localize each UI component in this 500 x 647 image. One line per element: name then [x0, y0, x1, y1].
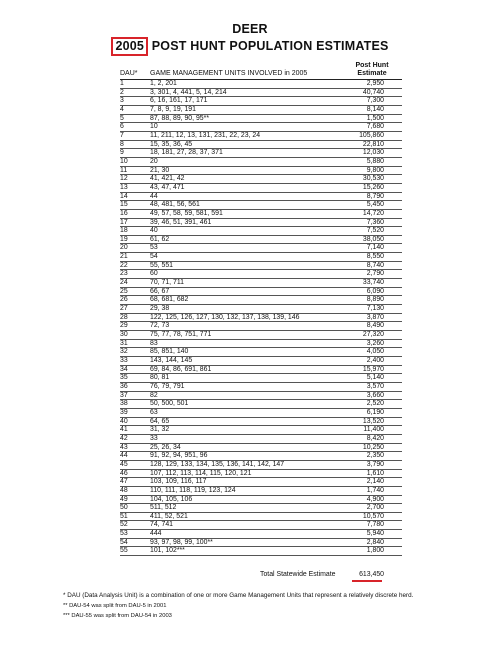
page-title: DEER [232, 22, 268, 36]
dau-cell: 38 [120, 400, 128, 408]
table-row [120, 219, 402, 228]
table-row [120, 262, 402, 271]
gmu-cell: 444 [150, 530, 162, 538]
dau-cell: 14 [120, 192, 128, 200]
gmu-cell: 80, 81 [150, 374, 170, 382]
gmu-cell: 7, 8, 9, 19, 191 [150, 105, 196, 113]
estimate-cell: 30,530 [362, 175, 384, 183]
gmu-cell: 54 [150, 253, 158, 261]
dau-cell: 29 [120, 322, 128, 330]
estimate-cell: 1,500 [366, 114, 384, 122]
gmu-cell: 76, 79, 791 [150, 382, 185, 390]
estimate-cell: 2,520 [366, 400, 384, 408]
table-row [120, 452, 402, 461]
table-row [120, 478, 402, 487]
table-row [120, 97, 402, 106]
table-row [120, 521, 402, 530]
estimate-cell: 1,800 [366, 547, 384, 555]
gmu-cell: 20 [150, 157, 158, 165]
dau-cell: 52 [120, 521, 128, 529]
estimate-cell: 4,050 [366, 348, 384, 356]
table-row [120, 409, 402, 418]
gmu-cell: 21, 30 [150, 166, 170, 174]
gmu-cell: 110, 111, 118, 119, 123, 124 [150, 486, 236, 494]
dau-cell: 17 [120, 218, 128, 226]
dau-cell: 20 [120, 244, 128, 252]
dau-cell: 23 [120, 270, 128, 278]
estimate-cell: 9,800 [366, 166, 384, 174]
dau-cell: 42 [120, 434, 128, 442]
gmu-cell: 103, 109, 116, 117 [150, 478, 207, 486]
footnotes [63, 591, 413, 621]
estimate-cell: 2,840 [366, 538, 384, 546]
dau-cell: 19 [120, 235, 128, 243]
gmu-cell: 6, 16, 161, 17, 171 [150, 97, 208, 105]
gmu-cell: 143, 144, 145 [150, 357, 193, 364]
dau-cell: 12 [120, 175, 128, 183]
estimate-header-line1: Post Hunt [355, 62, 389, 69]
gmu-cell: 87, 88, 89, 90, 95** [150, 114, 210, 122]
table-row [120, 184, 402, 193]
estimate-cell: 8,490 [366, 322, 384, 330]
gmu-cell: 122, 125, 126, 127, 130, 132, 137, 138, 139, 146 [150, 313, 300, 321]
gmu-cell: 11, 211, 12, 13, 131, 231, 22, 23, 24 [150, 131, 261, 139]
dau-cell: 2 [120, 88, 124, 96]
table-row [120, 305, 402, 314]
estimate-cell: 6,090 [366, 287, 384, 295]
dau-cell: 21 [120, 253, 128, 261]
gmu-cell: 55, 551 [150, 261, 173, 269]
estimate-cell: 7,300 [366, 97, 384, 105]
table-row [120, 383, 402, 392]
estimate-cell: 8,790 [366, 192, 384, 200]
gmu-cell: 82 [150, 391, 158, 399]
estimate-cell: 15,970 [362, 365, 384, 373]
dau-cell: 36 [120, 382, 128, 390]
table-row [120, 106, 402, 115]
table-row [120, 322, 402, 331]
subtitle-text: POST HUNT POPULATION ESTIMATES [148, 39, 389, 53]
estimate-cell: 7,140 [366, 244, 384, 252]
table-row [120, 270, 402, 279]
table-row [120, 253, 402, 262]
estimate-cell: 3,790 [366, 460, 384, 468]
estimate-cell: 2,950 [366, 80, 384, 87]
estimate-cell: 12,030 [362, 149, 384, 157]
dau-cell: 10 [120, 157, 128, 165]
gmu-cell: 74, 741 [150, 521, 173, 529]
dau-cell: 39 [120, 408, 128, 416]
total-label: Total Statewide Estimate [260, 571, 336, 578]
estimate-cell: 15,260 [362, 183, 384, 191]
dau-cell: 27 [120, 305, 128, 313]
footnote-3: *** DAU-55 was split from DAU-54 in 2003 [63, 613, 172, 619]
gmu-cell: 43, 47, 471 [150, 183, 185, 191]
dau-cell: 37 [120, 391, 128, 399]
table-row [120, 227, 402, 236]
gmu-cell: 83 [150, 339, 158, 347]
table-row [120, 539, 402, 548]
gmu-cell: 18, 181, 27, 28, 37, 371 [150, 149, 223, 157]
table-row [120, 123, 402, 132]
dau-cell: 5 [120, 114, 124, 122]
table-row [120, 158, 402, 167]
gmu-cell: 64, 65 [150, 417, 170, 425]
total-value: 613,450 [359, 571, 384, 578]
estimate-cell: 2,790 [366, 270, 384, 278]
dau-cell: 48 [120, 486, 128, 494]
estimate-cell: 8,140 [366, 105, 384, 113]
dau-cell: 35 [120, 374, 128, 382]
gmu-cell: 31, 32 [150, 426, 170, 434]
table-row [120, 236, 402, 245]
table-row [120, 444, 402, 453]
table-row [120, 400, 402, 409]
estimate-cell: 2,400 [366, 357, 384, 364]
dau-cell: 44 [120, 452, 128, 460]
estimate-cell: 5,140 [366, 374, 384, 382]
estimate-cell: 2,700 [366, 504, 384, 512]
table-row [120, 314, 402, 323]
table-row [120, 392, 402, 401]
dau-cell: 46 [120, 469, 128, 477]
total-row [120, 570, 402, 579]
dau-cell: 34 [120, 365, 128, 373]
table-row [120, 340, 402, 349]
dau-cell: 22 [120, 261, 128, 269]
page-subtitle [0, 39, 500, 53]
table-row [120, 530, 402, 539]
footnote-2: ** DAU-54 was split from DAU-5 in 2001 [63, 603, 167, 609]
dau-cell: 26 [120, 296, 128, 304]
table-row [120, 496, 402, 505]
estimate-cell: 4,900 [366, 495, 384, 503]
dau-cell: 28 [120, 313, 128, 321]
dau-cell: 13 [120, 183, 128, 191]
dau-cell: 41 [120, 426, 128, 434]
estimate-cell: 7,780 [366, 521, 384, 529]
gmu-cell: 3, 301, 4, 441, 5, 14, 214 [150, 88, 227, 96]
gmu-cell: 29, 38 [150, 305, 170, 313]
estimate-cell: 1,610 [366, 469, 384, 477]
highlighted-year: 2005 [111, 37, 148, 56]
table-row [120, 167, 402, 176]
gmu-cell: 63 [150, 408, 158, 416]
estimate-cell: 10,570 [362, 512, 384, 520]
gmu-cell: 66, 67 [150, 287, 170, 295]
dau-cell: 30 [120, 331, 128, 339]
table-row [120, 461, 402, 470]
gmu-cell: 69, 84, 86, 691, 861 [150, 365, 212, 373]
dau-cell: 3 [120, 97, 124, 105]
estimate-cell: 7,360 [366, 218, 384, 226]
table-row [120, 279, 402, 288]
dau-cell: 15 [120, 201, 128, 209]
estimate-cell: 105,860 [359, 131, 384, 139]
estimate-cell: 11,400 [363, 426, 384, 434]
estimate-cell: 38,050 [362, 235, 384, 243]
estimate-cell: 6,190 [366, 408, 384, 416]
gmu-header: GAME MANAGEMENT UNITS INVOLVED in 2005 [150, 70, 308, 77]
gmu-cell: 104, 105, 106 [150, 495, 193, 503]
estimate-cell: 8,420 [366, 434, 384, 442]
dau-cell: 7 [120, 131, 124, 139]
dau-cell: 16 [120, 209, 128, 217]
gmu-cell: 60 [150, 270, 158, 278]
estimate-cell: 33,740 [362, 279, 384, 287]
estimate-cell: 22,810 [362, 140, 384, 148]
footnote-1: * DAU (Data Analysis Unit) is a combination of one or more Game Management Units that represent a relatively discrete herd. [63, 592, 414, 599]
estimate-cell: 13,520 [362, 417, 384, 425]
table-row [120, 487, 402, 496]
table-row [120, 175, 402, 184]
gmu-cell: 49, 57, 58, 59, 581, 591 [150, 209, 223, 217]
dau-cell: 18 [120, 227, 128, 235]
dau-cell: 47 [120, 478, 128, 486]
dau-cell: 24 [120, 279, 128, 287]
gmu-cell: 93, 97, 98, 99, 100** [150, 538, 213, 546]
dau-header: DAU* [120, 70, 138, 77]
gmu-cell: 128, 129, 133, 134, 135, 136, 141, 142, 147 [150, 460, 285, 468]
dau-cell: 43 [120, 443, 128, 451]
estimate-cell: 27,320 [362, 331, 384, 339]
gmu-cell: 33 [150, 434, 158, 442]
table-row [120, 296, 402, 305]
table-row [120, 149, 402, 158]
table-row [120, 357, 402, 366]
estimate-cell: 3,260 [366, 339, 384, 347]
dau-cell: 4 [120, 105, 124, 113]
gmu-cell: 411, 52, 521 [150, 512, 188, 520]
table-row [120, 418, 402, 427]
estimate-cell: 8,740 [366, 261, 384, 269]
dau-cell: 31 [120, 339, 128, 347]
gmu-cell: 25, 26, 34 [150, 443, 181, 451]
estimate-cell: 3,570 [366, 382, 384, 390]
dau-cell: 9 [120, 149, 124, 157]
table-row [120, 426, 402, 435]
table-row [120, 89, 402, 98]
dau-cell: 33 [120, 357, 128, 364]
gmu-cell: 101, 102*** [150, 547, 185, 555]
estimate-cell: 7,520 [366, 227, 384, 235]
table-row [120, 470, 402, 479]
dau-cell: 49 [120, 495, 128, 503]
table-row [120, 374, 402, 383]
table-row [120, 210, 402, 219]
gmu-cell: 44 [150, 192, 158, 200]
estimate-cell: 1,740 [366, 486, 384, 494]
estimate-cell: 3,870 [366, 313, 384, 321]
gmu-cell: 68, 681, 682 [150, 296, 189, 304]
estimate-header-line2: Estimate [357, 70, 387, 77]
dau-cell: 53 [120, 530, 128, 538]
estimate-cell: 7,130 [366, 305, 384, 313]
table-row [120, 504, 402, 513]
dau-cell: 40 [120, 417, 128, 425]
gmu-cell: 48, 481, 56, 561 [150, 201, 200, 209]
estimate-cell: 7,680 [366, 123, 384, 131]
table-row [120, 132, 402, 141]
dau-cell: 54 [120, 538, 128, 546]
table-row [120, 513, 402, 522]
dau-cell: 32 [120, 348, 128, 356]
gmu-cell: 75, 77, 78, 751, 771 [150, 331, 212, 339]
gmu-cell: 40 [150, 227, 158, 235]
gmu-cell: 511, 512 [150, 504, 177, 512]
table-row [120, 288, 402, 297]
table-row [120, 80, 402, 89]
estimate-cell: 3,660 [366, 391, 384, 399]
dau-cell: 51 [120, 512, 128, 520]
estimate-cell: 5,940 [366, 530, 384, 538]
estimate-cell: 5,880 [366, 157, 384, 165]
table-row [120, 141, 402, 150]
table-row [120, 366, 402, 375]
dau-cell: 25 [120, 287, 128, 295]
estimate-cell: 14,720 [362, 209, 384, 217]
table-row [120, 435, 402, 444]
estimate-cell: 8,550 [366, 253, 384, 261]
dau-cell: 1 [120, 80, 124, 87]
dau-cell: 11 [120, 166, 128, 174]
dau-cell: 55 [120, 547, 128, 555]
gmu-cell: 85, 851, 140 [150, 348, 189, 356]
dau-cell: 6 [120, 123, 124, 131]
dau-cell: 50 [120, 504, 128, 512]
estimate-cell: 2,350 [366, 452, 384, 460]
estimate-cell: 10,250 [362, 443, 384, 451]
dau-cell: 8 [120, 140, 124, 148]
estimate-cell: 2,140 [366, 478, 384, 486]
gmu-cell: 15, 35, 36, 45 [150, 140, 193, 148]
gmu-cell: 61, 62 [150, 235, 170, 243]
gmu-cell: 91, 92, 94, 951, 96 [150, 452, 208, 460]
estimates-table [120, 80, 402, 556]
total-underline [352, 580, 382, 582]
gmu-cell: 39, 46, 51, 391, 461 [150, 218, 212, 226]
estimate-cell: 8,890 [366, 296, 384, 304]
table-row [120, 547, 402, 556]
table-row [120, 331, 402, 340]
gmu-cell: 50, 500, 501 [150, 400, 189, 408]
table-row [120, 244, 402, 253]
table-row [120, 115, 402, 124]
dau-cell: 45 [120, 460, 128, 468]
gmu-cell: 10 [150, 123, 158, 131]
estimate-cell: 40,740 [362, 88, 384, 96]
gmu-cell: 72, 73 [150, 322, 170, 330]
table-row [120, 193, 402, 202]
table-row [120, 348, 402, 357]
gmu-cell: 41, 421, 42 [150, 175, 185, 183]
estimate-cell: 5,450 [366, 201, 384, 209]
gmu-cell: 1, 2, 201 [150, 80, 177, 87]
table-row [120, 201, 402, 210]
gmu-cell: 70, 71, 711 [150, 279, 184, 287]
gmu-cell: 53 [150, 244, 158, 252]
gmu-cell: 107, 112, 113, 114, 115, 120, 121 [150, 469, 252, 477]
